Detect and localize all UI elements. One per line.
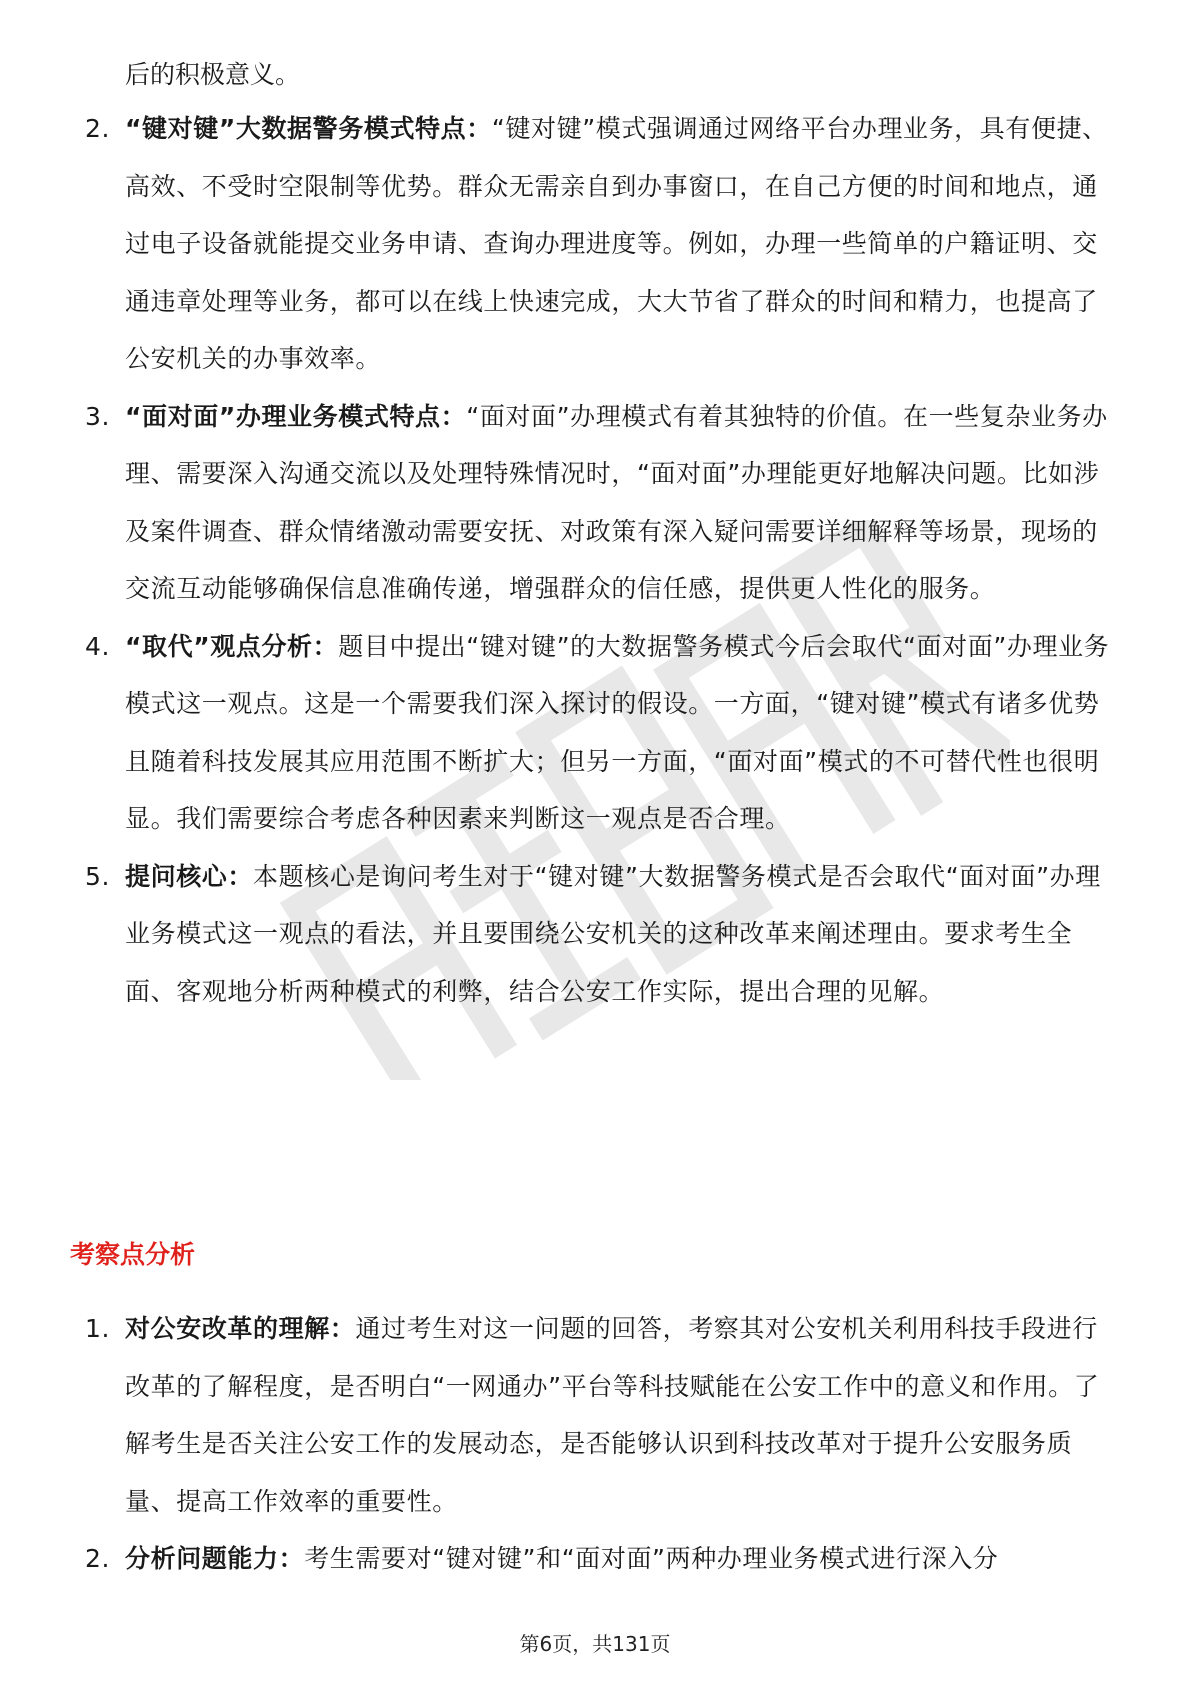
item-label: “取代”观点分析： xyxy=(125,631,339,661)
list-item xyxy=(0,1530,1190,1588)
exam-points-list xyxy=(0,1300,1190,1588)
list-item xyxy=(0,100,1190,388)
list-item xyxy=(0,388,1190,618)
item-number: 5. xyxy=(85,861,111,891)
item-number: 2. xyxy=(85,114,111,143)
item-number: 4. xyxy=(85,631,111,661)
item-label: “面对面”办理业务模式特点： xyxy=(125,401,467,431)
item-text: 本题核心是询问考生对于“键对键”大数据警务模式是否会取代“面对面”办理业务模式这一观点的看法，并且要围绕公安机关的这种改革来阐述理由。要求考生全面、客观地分析两种模式的利弊，结合公安工作实际，提出合理的见解。 xyxy=(125,861,1101,1006)
item-text: “面对面”办理模式有着其独特的价值。在一些复杂业务办理、需要深入沟通交流以及处理特殊情况时，“面对面”办理能更好地解决问题。比如涉及案件调查、群众情绪激动需要安抚、对政策有深入疑问需要详细解释等场景，现场的交流互动能够确保信息准确传递，增强群众的信任感，提供更人性化的服务。 xyxy=(125,401,1108,603)
item-number: 3. xyxy=(85,401,111,431)
analysis-list xyxy=(0,100,1190,1020)
item-number: 1. xyxy=(85,1314,111,1343)
item-text: 通过考生对这一问题的回答，考察其对公安机关利用科技手段进行改革的了解程度，是否明白“一网通办”平台等科技赋能在公安工作中的意义和作用。了解考生是否关注公安工作的发展动态，是否能够认识到科技改革对于提升公安服务质量、提高工作效率的重要性。 xyxy=(125,1314,1100,1516)
continued-text: 后的积极意义。 xyxy=(125,60,301,89)
item-text: “键对键”模式强调通过网络平台办理业务，具有便捷、高效、不受时空限制等优势。群众无需亲自到办事窗口，在自己方便的时间和地点，通过电子设备就能提交业务申请、查询办理进度等。例如，办理一些简单的户籍证明、交通违章处理等业务，都可以在线上快速完成，大大节省了群众的时间和精力，也提高了公安机关的办事效率。 xyxy=(125,114,1108,373)
item-label: “键对键”大数据警务模式特点： xyxy=(125,114,492,143)
item-text: 题目中提出“键对键”的大数据警务模式今后会取代“面对面”办理业务模式这一观点。这是一个需要我们深入探讨的假设。一方面，“键对键”模式有诸多优势且随着科技发展其应用范围不断扩大；但另一方面，“面对面”模式的不可替代性也很明显。我们需要综合考虑各种因素来判断这一观点是否合理。 xyxy=(125,631,1110,833)
item-label: 对公安改革的理解： xyxy=(125,1314,356,1343)
page-number: 第6页，共131页 xyxy=(519,1632,671,1656)
list-item xyxy=(0,848,1190,1021)
list-item xyxy=(0,618,1190,848)
item-label: 分析问题能力： xyxy=(125,1544,305,1573)
section-heading: 考察点分析 xyxy=(70,1240,196,1269)
item-label: 提问核心： xyxy=(125,861,254,891)
item-number: 2. xyxy=(85,1544,111,1573)
list-item xyxy=(0,1300,1190,1530)
item-text: 考生需要对“键对键”和“面对面”两种办理业务模式进行深入分 xyxy=(304,1544,999,1573)
